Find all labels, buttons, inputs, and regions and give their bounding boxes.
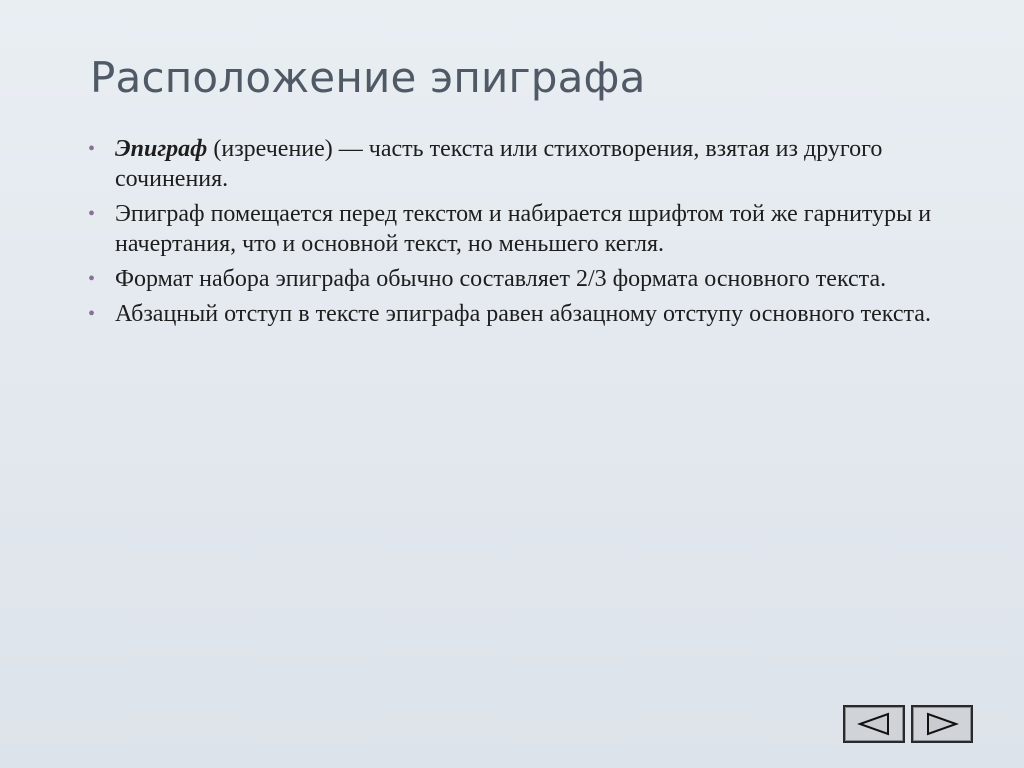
bullet-list [88, 134, 948, 334]
bullet-item-epigraph-placement [88, 199, 948, 259]
bullet-dot-icon: • [88, 303, 96, 325]
triangle-left-icon [856, 712, 892, 736]
previous-slide-button[interactable] [843, 705, 905, 743]
bullet-dot-icon: • [88, 268, 96, 290]
bullet-item-epigraph-indent [88, 299, 948, 329]
bullet-text: Абзацный отступ в тексте эпиграфа равен абзацному отступу основного текста. [115, 301, 931, 327]
triangle-right-icon [924, 712, 960, 736]
slide-title: Расположение эпиграфа [90, 53, 646, 102]
bullet-text: (изречение) — часть текста или стихотворения, взятая из другого сочинения. [115, 136, 883, 192]
bullet-item-epigraph-format [88, 264, 948, 294]
bullet-item-epigraph-definition [88, 134, 948, 194]
next-slide-button[interactable] [911, 705, 973, 743]
slide-navigation [843, 705, 973, 743]
term-epigraph: Эпиграф [115, 136, 208, 162]
bullet-text: Эпиграф помещается перед текстом и набирается шрифтом той же гарнитуры и начертания, что и основной текст, но меньшего кегля. [115, 201, 932, 257]
bullet-text: Формат набора эпиграфа обычно составляет 2/3 формата основного текста. [115, 266, 887, 292]
bullet-dot-icon: • [88, 138, 96, 160]
bullet-dot-icon: • [88, 203, 96, 225]
